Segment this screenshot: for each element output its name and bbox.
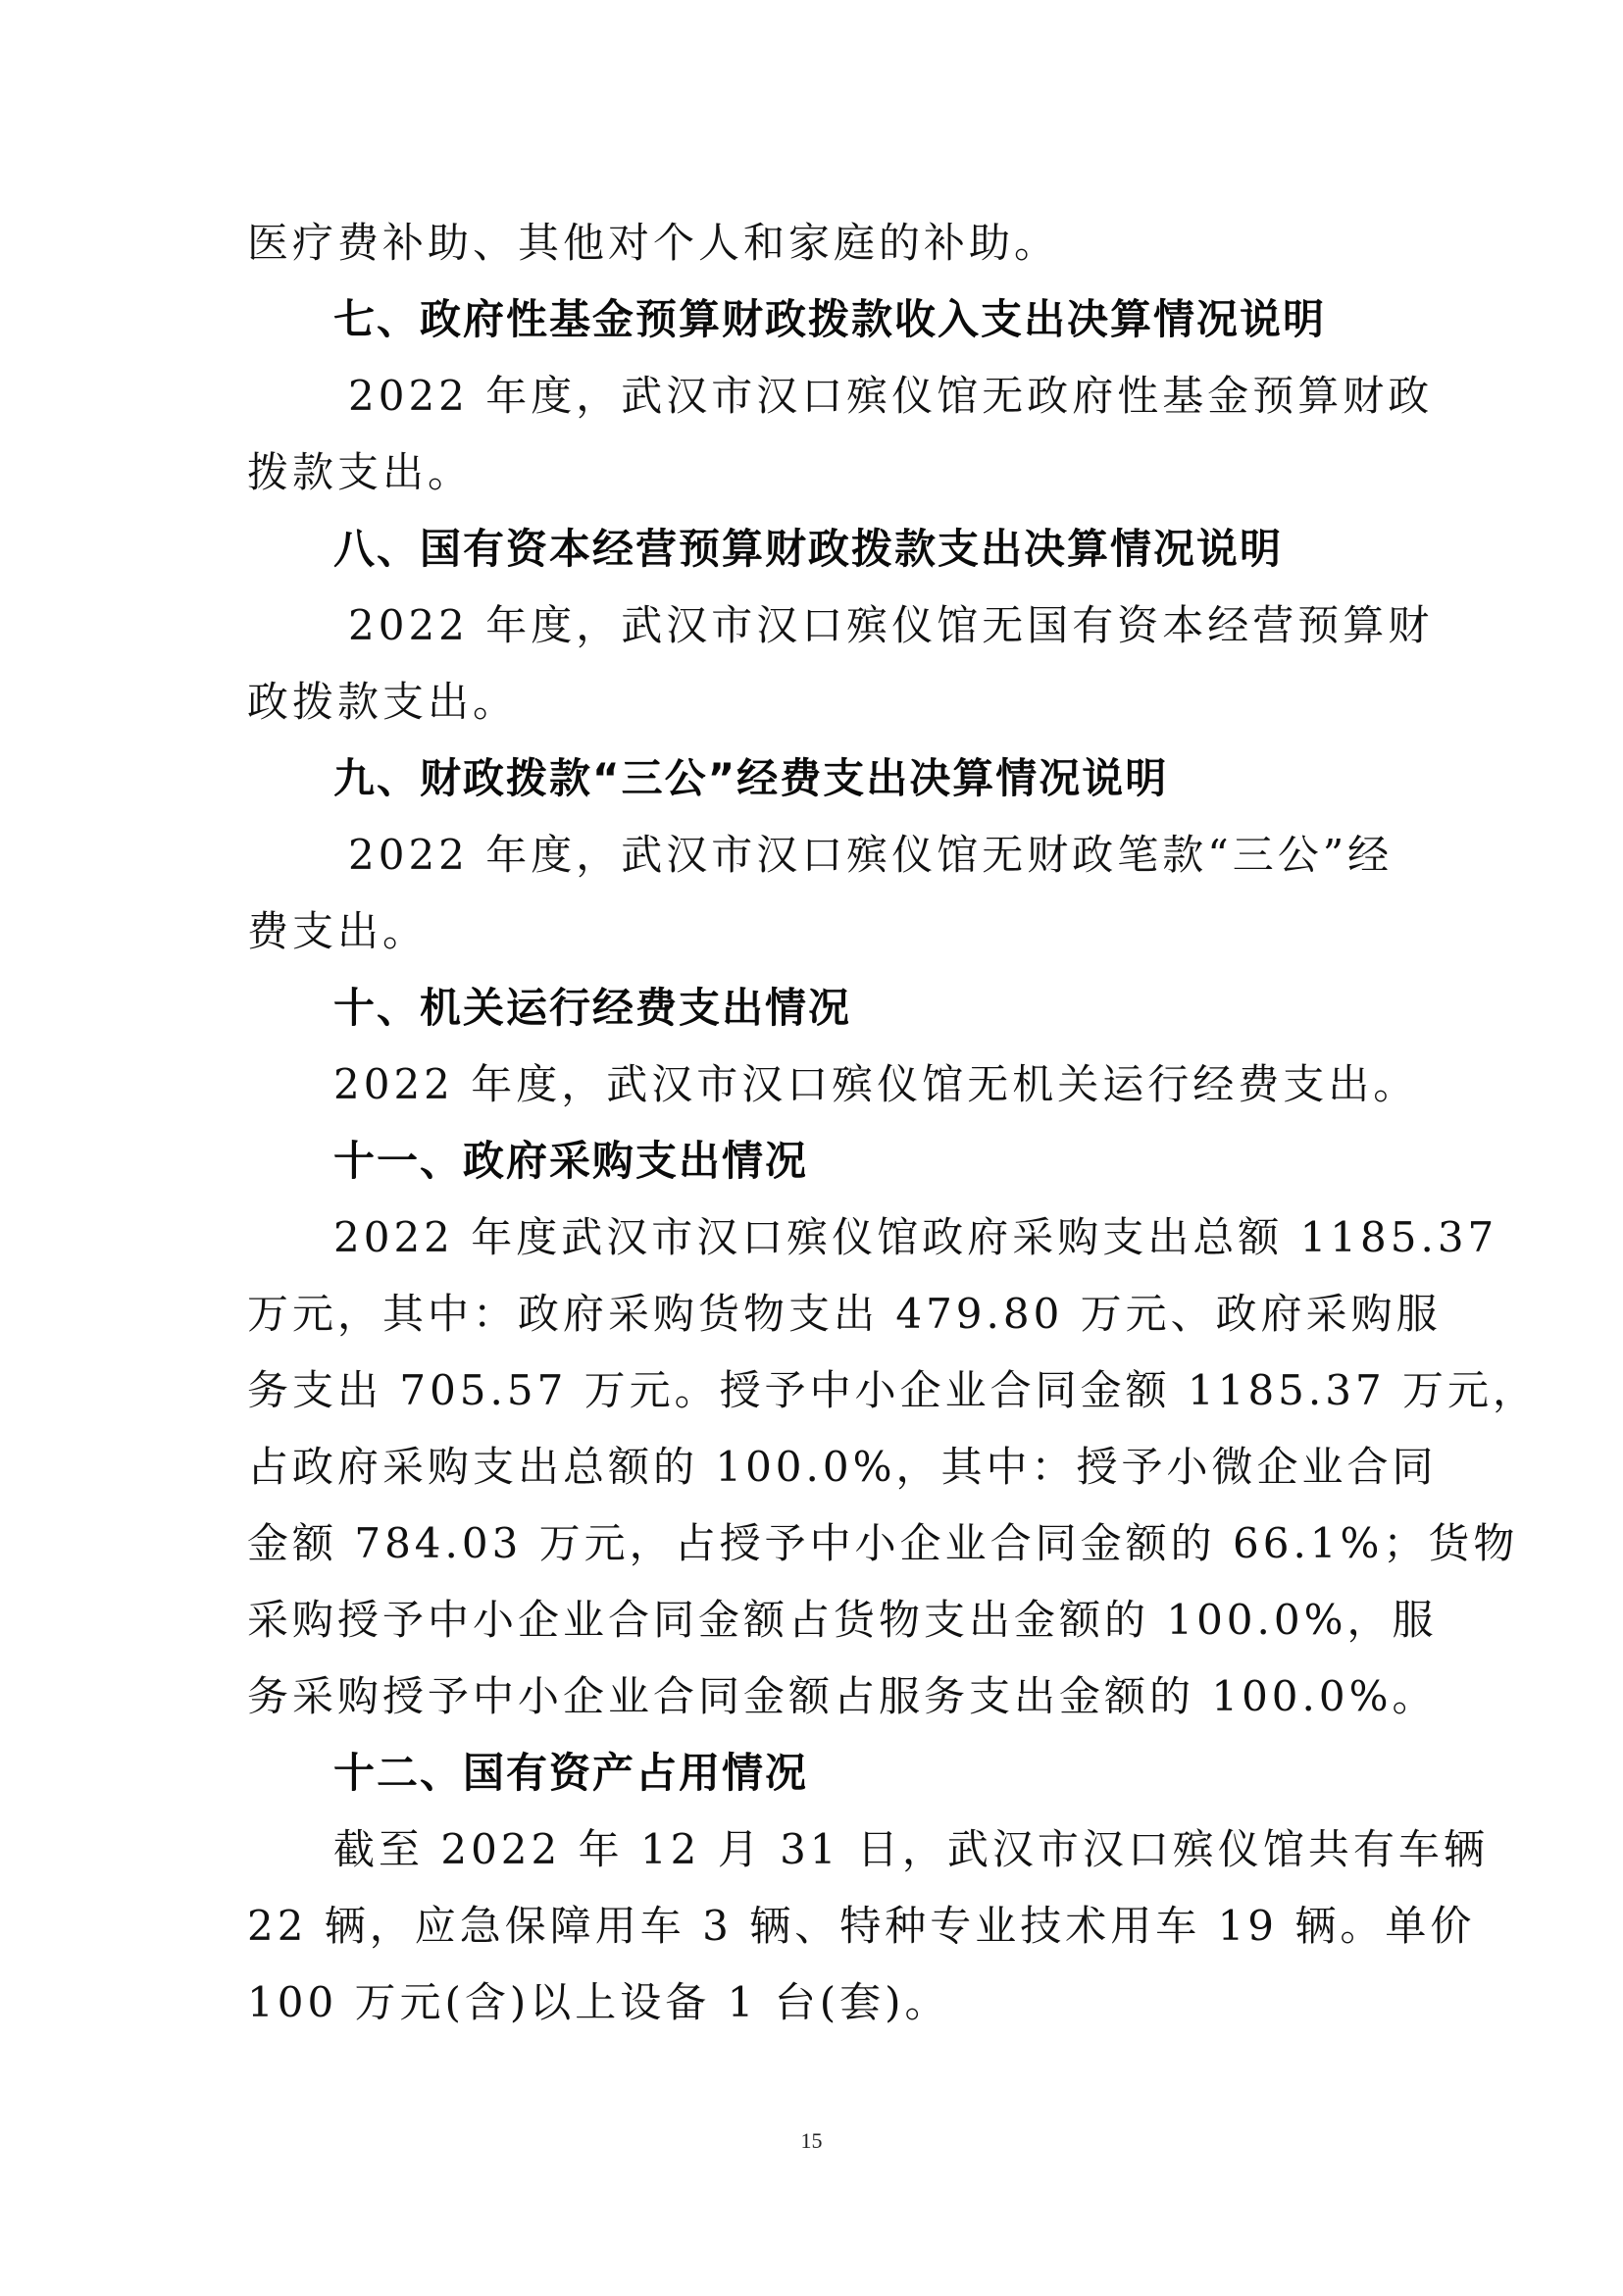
body-line: 100 万元(含)以上设备 1 台(套)。 <box>247 1978 950 2026</box>
body-line: 2022 年度，武汉市汉口殡仪馆无机关运行经费支出。 <box>333 1060 1419 1108</box>
page-number: 15 <box>800 2128 823 2153</box>
section-heading-11: 十一、政府采购支出情况 <box>333 1137 809 1185</box>
body-line: 政拨款支出。 <box>247 678 519 726</box>
body-line: 拨款支出。 <box>247 448 474 496</box>
body-line: 采购授予中小企业合同金额占货物支出金额的 100.0%，服 <box>247 1596 1438 1644</box>
body-line: 2022 年度，武汉市汉口殡仪馆无政府性基金预算财政 <box>348 372 1434 420</box>
section-heading-10: 十、机关运行经费支出情况 <box>333 984 852 1032</box>
section-heading-9: 九、财政拨款“三公”经费支出决算情况说明 <box>333 754 1169 802</box>
body-line: 万元，其中：政府采购货物支出 479.80 万元、政府采购服 <box>247 1290 1442 1338</box>
section-heading-8: 八、国有资本经营预算财政拨款支出决算情况说明 <box>333 525 1284 573</box>
body-line: 医疗费补助、其他对个人和家庭的补助。 <box>247 219 1060 267</box>
section-heading-7: 七、政府性基金预算财政拨款收入支出决算情况说明 <box>333 295 1327 343</box>
body-line: 22 辆，应急保障用车 3 辆、特种专业技术用车 19 辆。单价 <box>247 1902 1476 1950</box>
body-line: 费支出。 <box>247 907 429 955</box>
section-heading-12: 十二、国有资产占用情况 <box>333 1749 809 1797</box>
body-line: 2022 年度，武汉市汉口殡仪馆无国有资本经营预算财 <box>348 601 1434 649</box>
body-line: 2022 年度武汉市汉口殡仪馆政府采购支出总额 1185.37 <box>333 1213 1498 1261</box>
body-line: 截至 2022 年 12 月 31 日，武汉市汉口殡仪馆共有车辆 <box>333 1825 1489 1873</box>
body-line: 金额 784.03 万元，占授予中小企业合同金额的 66.1%；货物 <box>247 1519 1519 1567</box>
body-line: 占政府采购支出总额的 100.0%，其中：授予小微企业合同 <box>247 1443 1438 1491</box>
body-line: 务支出 705.57 万元。授予中小企业合同金额 1185.37 万元， <box>247 1366 1539 1414</box>
body-line: 2022 年度，武汉市汉口殡仪馆无财政笔款“三公”经 <box>348 831 1394 879</box>
body-line: 务采购授予中小企业合同金额占服务支出金额的 100.0%。 <box>247 1672 1438 1720</box>
